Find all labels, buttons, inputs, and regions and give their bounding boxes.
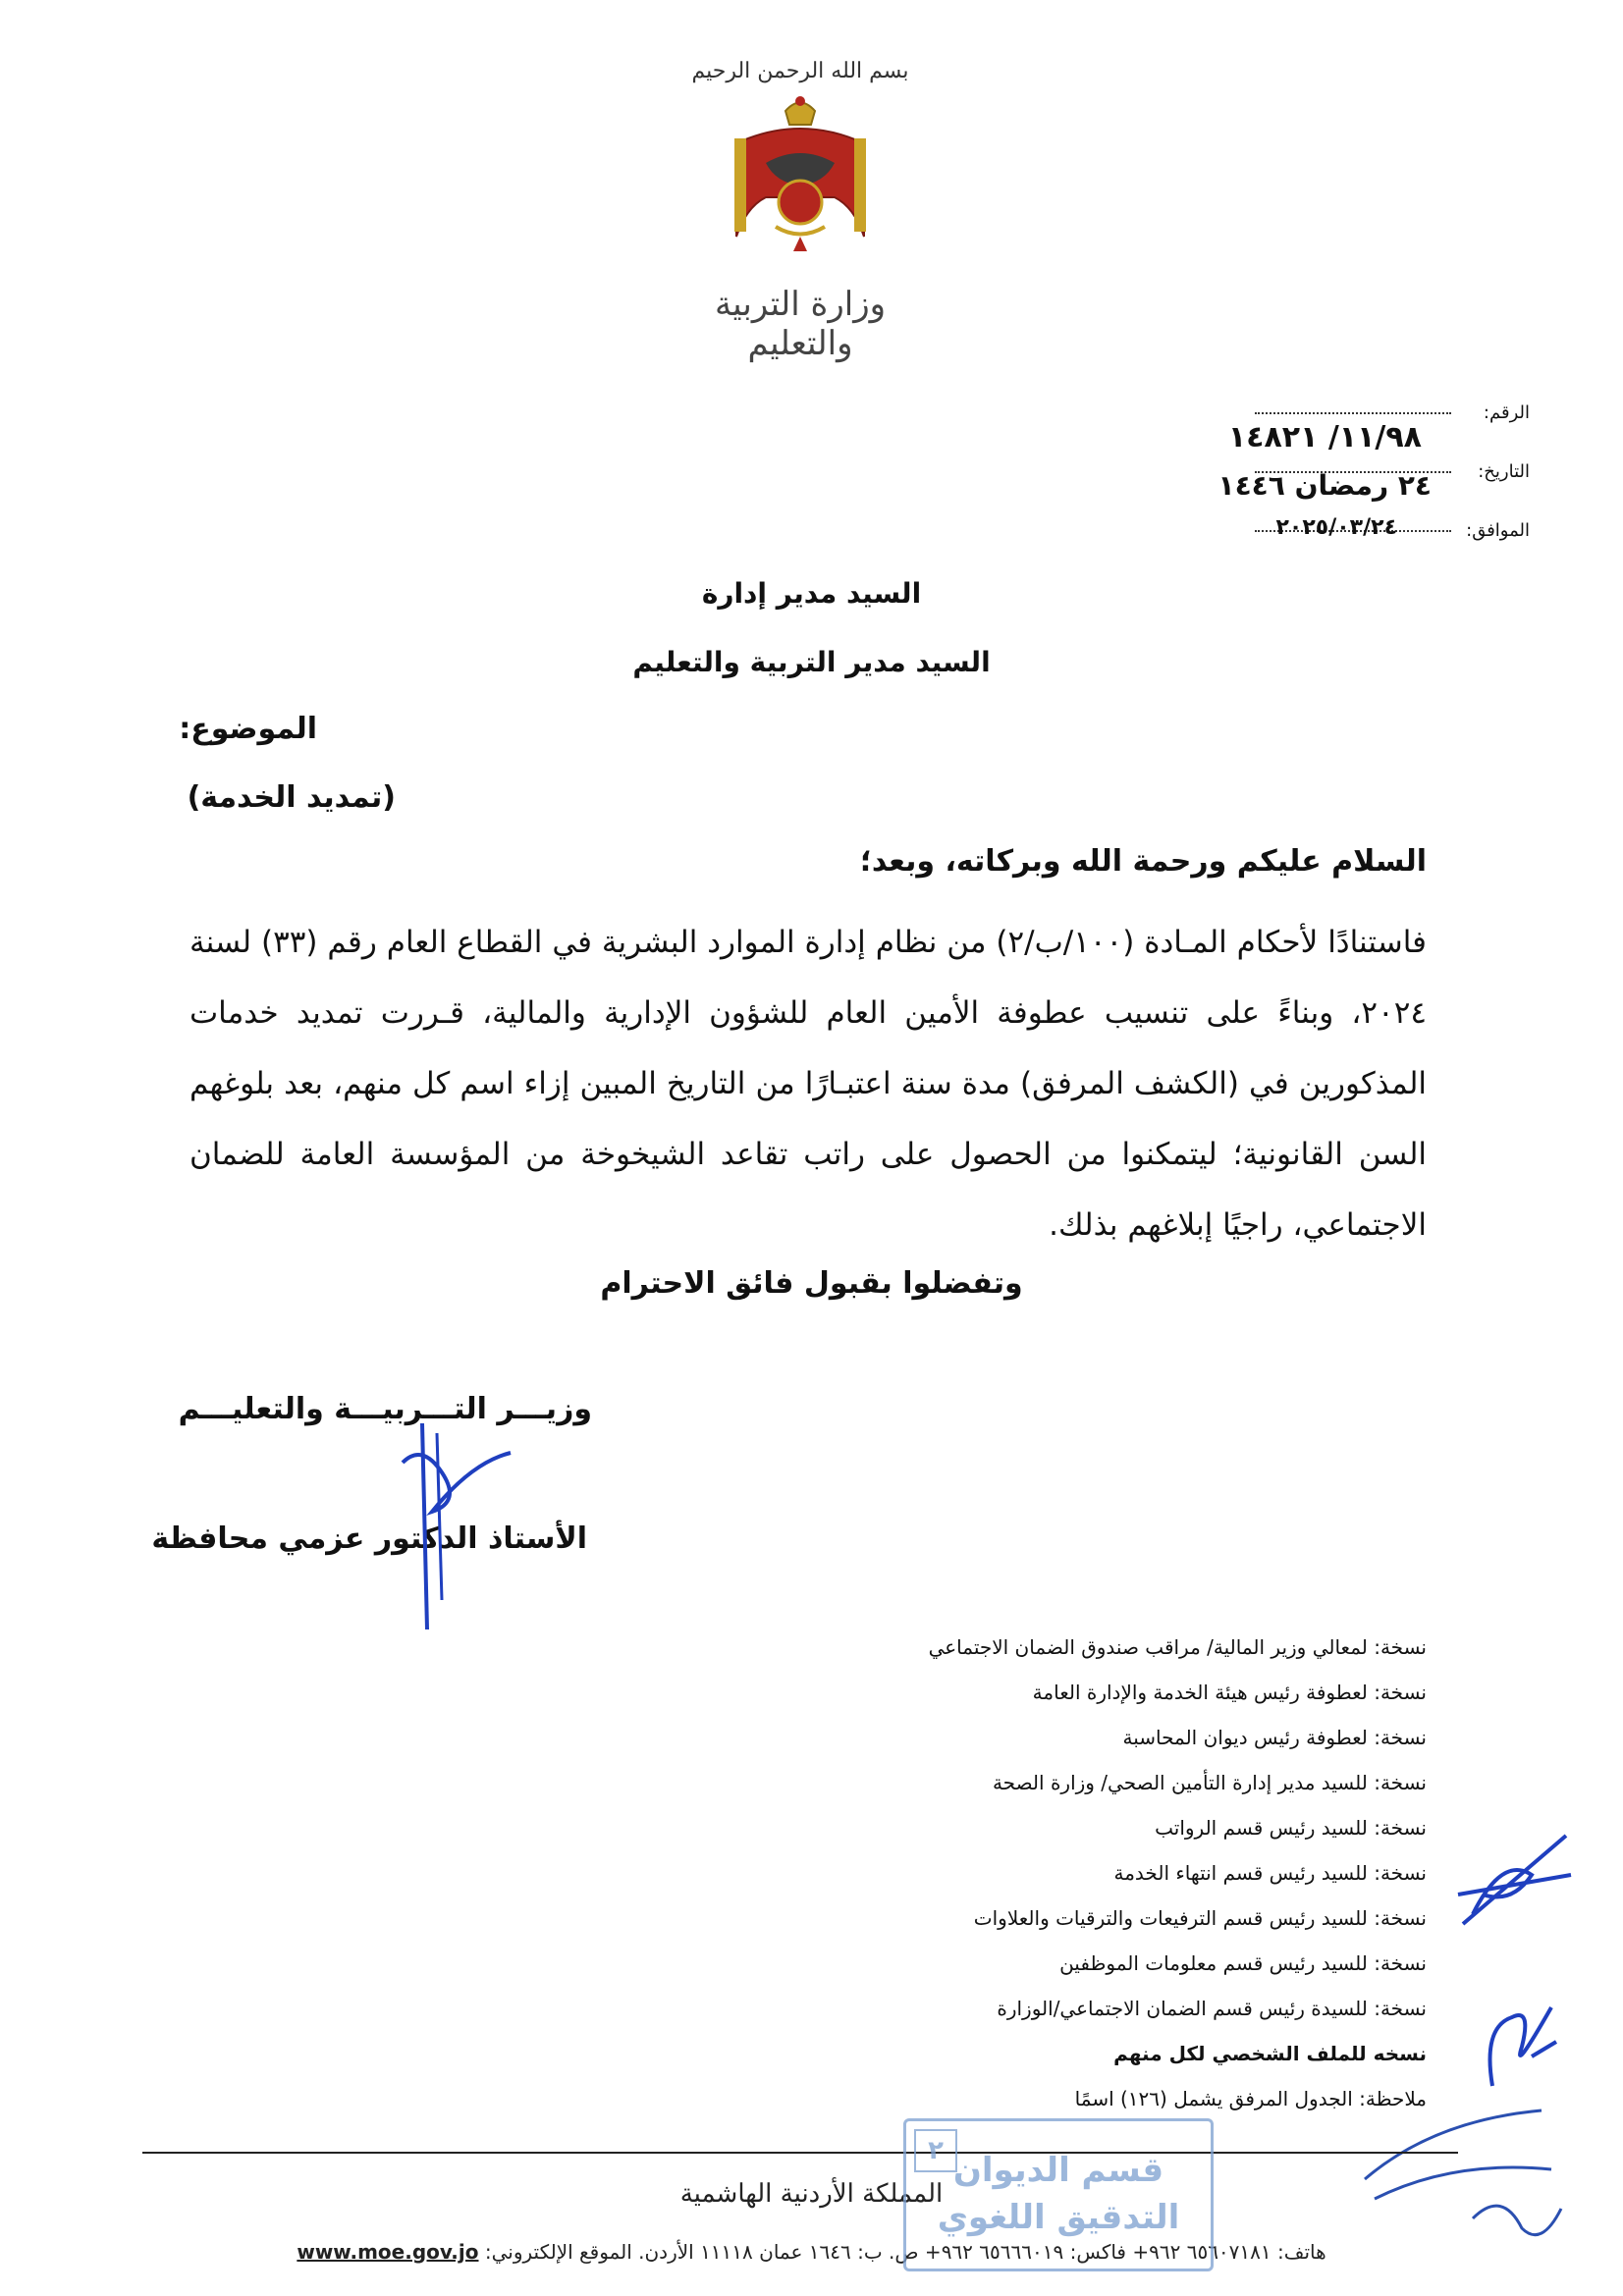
closing-line: وتفضلوا بقبول فائق الاحترام xyxy=(600,1266,1023,1301)
initials-mark xyxy=(1443,1816,1581,1944)
initials-mark xyxy=(1473,1988,1571,2096)
copy-line: نسخة: لعطوفة رئيس ديوان المحاسبة xyxy=(1122,1726,1427,1749)
ministry-calligraphy: وزارة التربية والتعليم xyxy=(714,285,887,363)
footer-contact-text: هاتف: ٦٥٦٠٧١٨١ ٩٦٢+ فاكس: ٦٥٦٦٦٠١٩ ٩٦٢+ ص. ب: ١٦٤٦ عمان ١١١١٨ الأردن. الموقع الإلكتروني: xyxy=(484,2240,1326,2264)
copy-line: نسخة: للسيد رئيس قسم الرواتب xyxy=(1155,1816,1427,1840)
stamp-number: ٢ xyxy=(914,2129,957,2172)
stamp-line-2: التدقيق اللغوي xyxy=(937,2198,1180,2237)
signature-name: الأستاذ الدكتور عزمي محافظة xyxy=(151,1522,587,1556)
basmala: بسم الله الرحمن الرحيم xyxy=(691,59,909,83)
addressee-2: السيد مدير التربية والتعليم xyxy=(632,646,991,678)
linguistic-review-stamp xyxy=(903,2118,1214,2271)
copy-line: نسخة: للسيد رئيس قسم انتهاء الخدمة xyxy=(1113,1861,1427,1885)
signature-title: وزيـــر التـــربيـــة والتعليـــم xyxy=(178,1392,592,1426)
gregorian-value: ٢٠٢٥/٠٣/٢٤ xyxy=(1275,515,1397,540)
date-label: التاريخ: xyxy=(1478,461,1530,482)
addressee-1: السيد مدير إدارة xyxy=(701,577,922,610)
copy-line: نسخة: لعطوفة رئيس هيئة الخدمة والإدارة العامة xyxy=(1032,1681,1427,1704)
ref-value: ١١/٩٨/ ١٤٨٢١ xyxy=(1227,420,1422,454)
copy-line: نسخة: لمعالي وزير المالية/ مراقب صندوق الضمان الاجتماعي xyxy=(928,1635,1427,1659)
copy-line: نسخة: للسيدة رئيس قسم الضمان الاجتماعي/الوزارة xyxy=(997,1997,1427,2020)
note-line: ملاحظة: الجدول المرفق يشمل (١٢٦) اسمًا xyxy=(1074,2087,1427,2110)
ref-dots xyxy=(1255,412,1451,414)
jordan-coat-of-arms-icon xyxy=(717,89,884,266)
website-link[interactable]: www.moe.gov.jo xyxy=(297,2240,479,2264)
subject-label: الموضوع: xyxy=(179,712,317,746)
stamp-line-1: قسم الديوان xyxy=(952,2151,1164,2190)
footer-divider xyxy=(142,2152,1458,2154)
minister-signature-mark xyxy=(393,1404,530,1639)
copy-file-line: نسخه للملف الشخصي لكل منهم xyxy=(1113,2042,1427,2065)
footer-kingdom: المملكة الأردنية الهاشمية xyxy=(679,2179,944,2209)
ref-label: الرقم: xyxy=(1483,402,1530,423)
copy-line: نسخة: للسيد مدير إدارة التأمين الصحي/ وزارة الصحة xyxy=(992,1771,1427,1794)
subject-value: (تمديد الخدمة) xyxy=(187,780,396,815)
footer-contact xyxy=(0,2240,1623,2264)
greeting: السلام عليكم ورحمة الله وبركاته، وبعد؛ xyxy=(859,844,1427,879)
copy-line: نسخة: للسيد رئيس قسم الترفيعات والترقيات والعلاوات xyxy=(973,1906,1427,1930)
gregorian-label: الموافق: xyxy=(1466,520,1530,541)
letter-body: فاستنادًا لأحكام المـادة (١٠٠/ب/٢) من نظام إدارة الموارد البشرية في القطاع العام رقم (٣٣) لسنة ٢٠٢٤، وبناءً على تنسيب عطوفة الأمين العام للشؤون الإدارية والمالية، قـررت تمديد خدمات المذكورين في (الكشف المرفق) مدة سنة اعتبـارًا من التاريخ المبين إزاء اسم كل منهم، بعد بلوغهم السن القانونية؛ ليتمكنوا من الحصول على راتب تقاعد الشيخوخة من المؤسسة العامة للضمان الاجتماعي، راجيًا إبلاغهم بذلك. xyxy=(189,925,1428,1243)
date-value: ٢٤ رمضان ١٤٤٦ xyxy=(1217,469,1432,502)
letterhead xyxy=(668,49,933,363)
copy-line: نسخة: للسيد رئيس قسم معلومات الموظفين xyxy=(1059,1951,1427,1975)
copies-list xyxy=(929,1625,1427,2121)
